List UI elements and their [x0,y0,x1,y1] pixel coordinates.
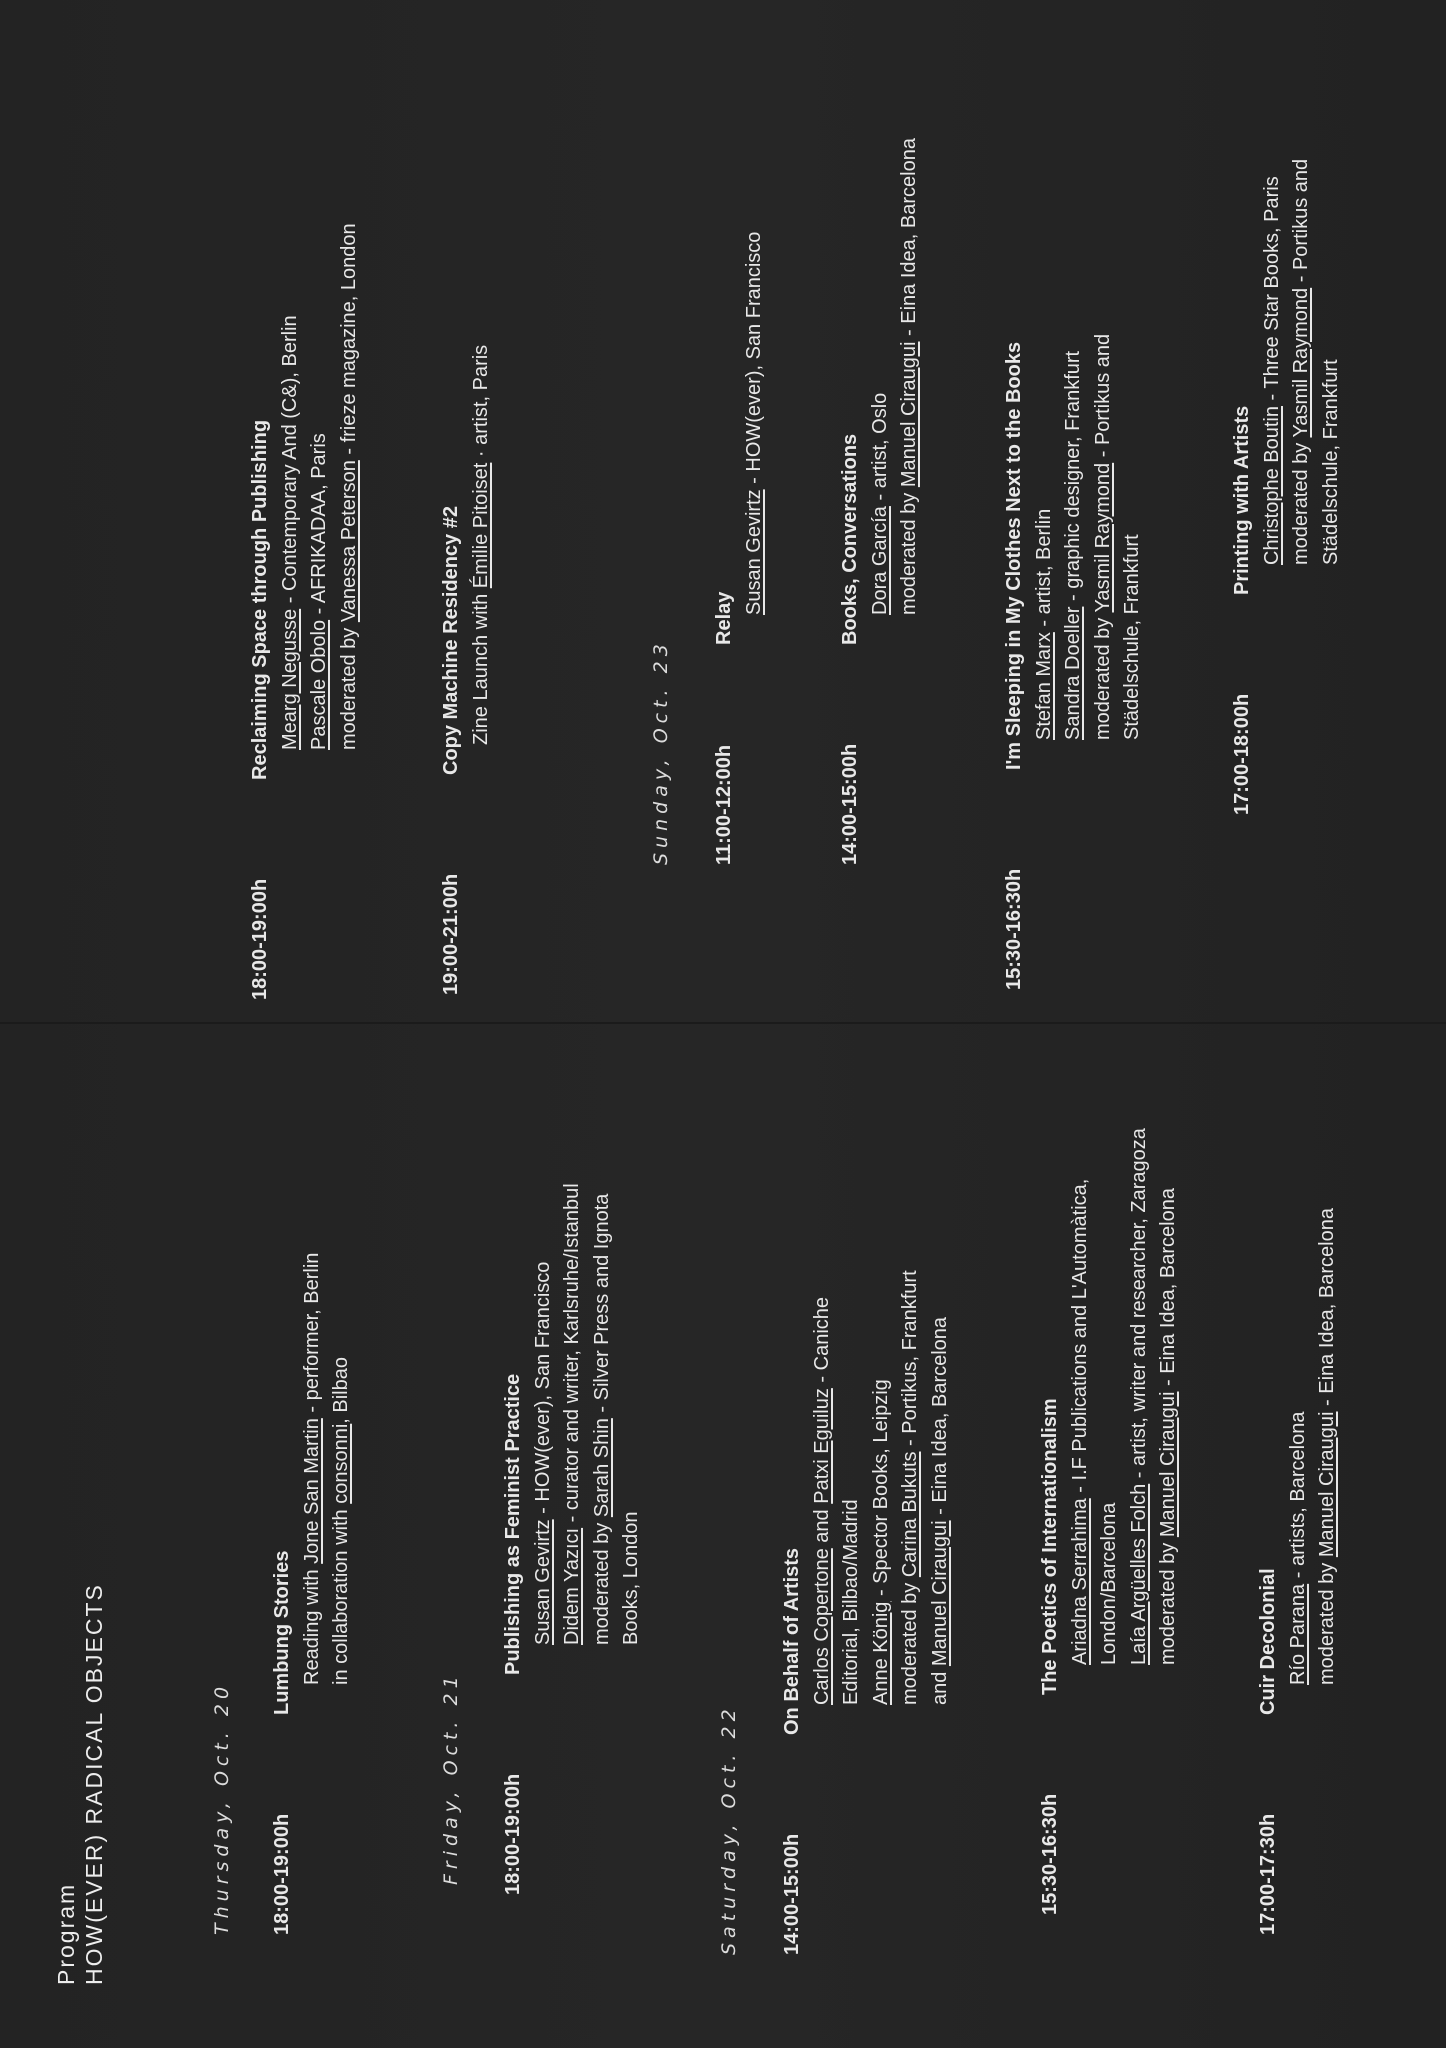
event-time: 19:00-21:00h [440,873,462,995]
event-sleeping-in-my-clothes [1000,334,1148,990]
person-link: Río Parana [1286,1583,1309,1685]
person-link: Susan Gevirtz [742,489,765,615]
event-printing-with-artists [1228,159,1346,815]
person-link: Manuel Ciraugui [1157,1391,1179,1538]
person-link: Jone San Martin [300,1418,323,1564]
day-heading-friday: Friday, Oct. 21 [440,1671,462,1885]
event-line: Mearg Negusse - Contemporary And (C&), Berlin [278,315,301,750]
event-line: Books, London [620,1511,642,1645]
event-time: 18:00-19:00h [502,1773,524,1895]
event-line: in collaboration with consonni, Bilbao [330,1357,352,1685]
person-link: Ariadna Serrahima [1068,1498,1091,1665]
event-publishing-feminist [499,1183,647,1895]
event-line: Reading with Jone San Martin - performer, Berlin [300,1252,323,1685]
event-cuir-decolonial [1254,1208,1343,1935]
event-line: Susan Gevirtz - HOW(ever), San Francisco [742,231,765,615]
event-line: Christophe Boutin - Three Star Books, Paris [1260,176,1283,565]
person-link: Vanessa Peterson [337,460,360,623]
event-time: 18:00-19:00h [271,1813,293,1935]
person-link: Manuel Ciraugui [1316,1411,1338,1558]
event-line: moderated by Manuel Ciraugui - Eina Idea, Barcelona [1157,1188,1179,1665]
event-time: 14:00-15:00h [781,1833,803,1955]
event-line: Dora García - artist, Oslo [868,392,891,615]
event-title: Printing with Artists [1231,405,1253,595]
program-header [52,1583,108,1985]
event-line: Zine Launch with Émilie Pitoiset · artist, Paris [469,344,492,745]
event-time: 11:00-12:00h [713,744,735,865]
event-line: Susan Gevirtz - HOW(ever), San Francisco [531,1261,554,1645]
event-line: Sandra Doeller - graphic designer, Frankfurt [1062,350,1084,740]
day-heading-thursday: Thursday, Oct. 20 [211,1681,233,1935]
event-title: On Behalf of Artists [781,1547,803,1735]
event-title: Cuir Decolonial [1257,1568,1279,1715]
event-time: 17:00-17:30h [1257,1813,1279,1935]
person-link: Patxi Eguiluz [810,1388,833,1504]
event-title: Lumbung Stories [271,1550,293,1715]
event-line: moderated by Carina Bukuts - Portikus, Frankfurt [899,1270,921,1705]
event-relay [710,232,769,865]
day-heading-saturday: Saturday, Oct. 22 [718,1704,740,1955]
event-line: Städelschule, Frankfurt [1319,359,1342,565]
person-link: Sarah Shin [590,1418,613,1518]
org-link: consonni [330,1423,352,1504]
person-link: Pascale Obolo [308,619,330,750]
person-link: Sandra Doeller [1062,606,1084,740]
event-line: Didem Yazıcı - curator and writer, Karlsruhe/Istanbul [561,1183,583,1645]
event-line: moderated by Vanessa Peterson - frieze magazine, London [337,223,360,750]
day-heading-sunday: Sunday, Oct. 23 [650,639,672,865]
person-link: Dora García [868,506,891,615]
event-line: moderated by Sarah Shin - Silver Press and Ignota [590,1193,613,1645]
event-copy-machine-residency [437,345,496,995]
event-line: Pascale Obolo - AFRIKADAA, Paris [308,433,330,750]
fold-line [0,1022,1446,1024]
event-reclaiming-space [246,223,364,1000]
event-line: Carlos Copertone and Patxi Eguiluz - Caniche [810,1296,833,1705]
event-line: Städelschule, Frankfurt [1121,534,1143,740]
event-line: Laía Argüelles Folch - artist, writer and researcher, Zaragoza [1127,1128,1150,1665]
event-on-behalf-of-artists [778,1270,955,1955]
event-line: moderated by Manuel Ciraugui - Eina Idea, Barcelona [1316,1208,1338,1685]
event-title: The Poetics of Internationalism [1039,1398,1061,1695]
event-line: moderated by Manuel Ciraugui - Eina Idea, Barcelona [898,138,920,615]
event-title: Copy Machine Residency #2 [440,506,462,775]
person-link: Laía Argüelles Folch [1127,1483,1150,1665]
person-link: Stefan Marx [1032,632,1055,740]
event-line: London/Barcelona [1098,1502,1120,1665]
event-title: I'm Sleeping in My Clothes Next to the Books [1003,341,1025,770]
person-link: Carlos Copertone [810,1548,833,1705]
event-time: 14:00-15:00h [839,743,861,865]
event-line: and Manuel Ciraugui - Eina Idea, Barcelona [928,1316,951,1705]
person-link: Didem Yazıcı [561,1527,583,1645]
event-time: 18:00-19:00h [249,878,271,1000]
person-link: Carina Bukuts [899,1451,921,1578]
person-link: Émilie Pitoiset [469,462,492,589]
person-link: Mearg Negusse [278,608,301,750]
event-title: Books, Conversations [839,433,861,645]
event-line: Anne König - Spector Books, Leipzig [869,1379,892,1705]
event-title: Relay [713,591,735,645]
event-line: Stefan Marx - artist, Berlin [1032,508,1055,740]
event-line: moderated by Yasmil Raymond - Portikus and [1091,333,1114,740]
event-line: Río Parana - artists, Barcelona [1286,1411,1309,1685]
event-time: 15:30-16:30h [1003,868,1025,990]
event-time: 15:30-16:30h [1039,1793,1061,1915]
person-link: Manuel Ciraugui [898,341,920,488]
event-line: Ariadna Serrahima - I.F Publications and L'Automàtica, [1068,1178,1091,1665]
person-link: Manuel Ciraugui [928,1520,951,1667]
event-lumbung-stories [268,1253,357,1935]
event-poetics-of-internationalism [1036,1128,1184,1915]
event-line: Editorial, Bilbao/Madrid [840,1499,862,1705]
person-link: Yasmil Raymond [1290,287,1312,438]
person-link: Yasmil Raymond [1091,462,1114,613]
person-link: Susan Gevirtz [531,1519,554,1645]
program-label: Program [53,1882,79,1985]
event-time: 17:00-18:00h [1231,693,1253,815]
person-link: Christophe Boutin [1260,406,1283,565]
event-title: Publishing as Feminist Practice [502,1373,524,1675]
event-title: Reclaiming Space through Publishing [249,419,271,780]
person-link: Anne König [869,1601,892,1705]
event-books-conversations [836,138,925,865]
program-title: HOW(EVER) RADICAL OBJECTS [81,1583,107,1985]
event-line: moderated by Yasmil Raymond - Portikus and [1290,158,1312,565]
